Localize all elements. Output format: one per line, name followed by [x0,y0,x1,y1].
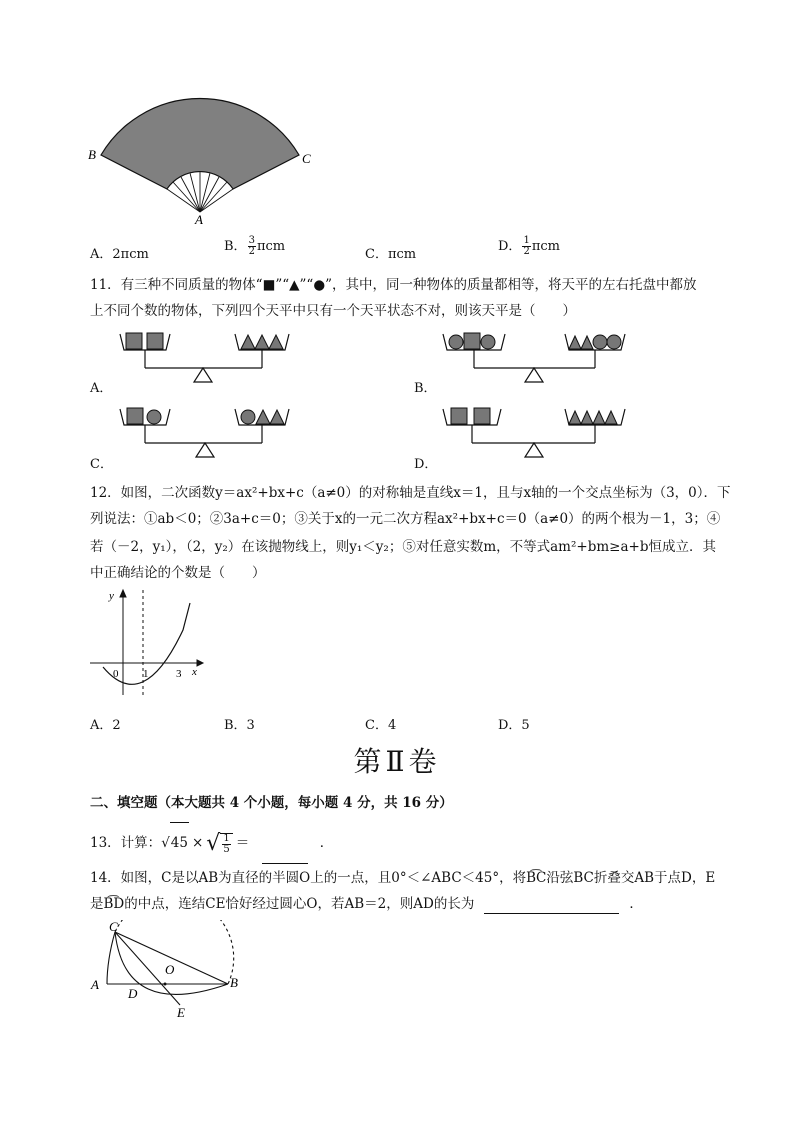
circle-weight [449,335,463,349]
balance-d [438,405,628,463]
q10-option-b: B． $\frac{3}{2}$ πcm [224,235,286,257]
q11-line-2: 上不同个数的物体，下列四个天平中只有一个天平状态不对，则该天平是（ ） [90,303,576,319]
balance-b [438,330,628,388]
q11-option-c: C． [90,457,113,472]
fan-label-a: A [195,212,203,227]
semicircle-fold-figure [85,920,245,1025]
q10-option-a: A．2πcm [90,247,149,262]
q12-line-2: 列说法：①ab＜0；②3a+c＝0；③关于x的一元二次方程ax²+bx+c＝0（a≠0）的两个根为－1，3；④ [90,511,721,527]
q14-line-2: 是B͡D的中点，连结CE恰好经过圆心O，若AB＝2，则AD的长为 ． [90,896,643,912]
triangle-weight [241,335,255,349]
q12-option-d: D．5 [498,718,530,733]
square-weight [474,408,490,424]
square-weight [126,333,142,349]
q12-option-c: C．4 [365,718,397,733]
q12-option-a: A．2 [90,718,121,733]
fig14-label-b: B [230,975,238,990]
q11-option-b: B． [414,381,437,396]
fig14-label-o: O [165,962,175,977]
fill-in-heading: 二、填空题（本大题共 4 个小题，每小题 4 分，共 16 分） [90,795,453,811]
triangle-weight [256,410,270,424]
triangle-weight [569,336,581,349]
graph-label-x: x [192,666,197,678]
circle-weight [241,410,255,424]
square-weight [147,333,163,349]
q14-line-1: 14．如图，C是以AB为直径的半圆O上的一点，且0°＜∠ABC＜45°，将B͡C沿弦BC折叠交AB于点D，E [90,870,716,886]
fan-label-b: B [88,147,96,162]
q12-option-b: B．3 [224,718,255,733]
circle-weight [593,335,607,349]
circle-weight [607,335,621,349]
fig14-label-d: D [128,986,138,1001]
graph-label-one: 1 [143,668,149,680]
square-weight [451,408,467,424]
triangle-weight [605,411,617,424]
balance-a [115,330,300,388]
parabola-graph [85,585,210,705]
graph-label-three: 3 [176,668,182,680]
arc-ac [107,932,115,984]
triangle-weight [581,411,593,424]
sqrt-fraction: √ $\frac{1}{5}$ [206,823,232,864]
square-weight [464,333,480,349]
q13-answer-blank[interactable] [262,849,308,864]
q10-option-b-fraction: $\frac{3}{2}$ [248,235,255,257]
center-point [164,983,167,986]
q11-option-a: A． [90,381,113,396]
fig14-label-a: A [91,977,99,992]
triangle-weight [255,335,269,349]
triangle-weight [569,411,581,424]
square-weight [127,408,143,424]
graph-label-y: y [109,590,114,602]
q10-option-d-fraction: $\frac{1}{2}$ [523,235,530,257]
q14-answer-blank[interactable] [484,899,619,914]
q12-line-3: 若（－2，y₁），（2，y₂）在该抛物线上，则y₁＜y₂；⑤对任意实数m，不等式am²+bm≥a+b恒成立．其 [90,539,716,555]
section-title: 第Ⅱ卷 [353,745,441,778]
triangle-weight [270,410,284,424]
triangle-weight [581,336,593,349]
q11-line-1: 11．有三种不同质量的物体“■”“▲”“●”，其中，同一种物体的质量都相等，将天平的左右托盘中都放 [90,277,697,293]
q12-line-1: 12．如图，二次函数y＝ax²+bx+c（a≠0）的对称轴是直线x＝1，且与x轴的一个交点坐标为（3，0）．下 [90,485,731,501]
sqrt-45: √45 [161,835,189,851]
q12-line-4: 中正确结论的个数是（ ） [90,565,266,581]
q13: 13．计算：√45 × √ $\frac{1}{5}$ ＝ ． [90,822,333,862]
q11-option-d: D． [414,457,438,472]
fan-figure [80,78,320,228]
balance-c [115,405,300,463]
q10-option-d: D． $\frac{1}{2}$ πcm [498,235,560,257]
graph-label-origin: 0 [113,668,119,680]
fig14-label-e: E [177,1005,185,1020]
q10-option-c: C．πcm [365,247,417,262]
circle-weight [147,410,161,424]
triangle-weight [593,411,605,424]
fig14-label-c: C [109,920,118,934]
triangle-weight [269,335,283,349]
fan-label-c: C [302,151,311,166]
circle-weight [481,335,495,349]
